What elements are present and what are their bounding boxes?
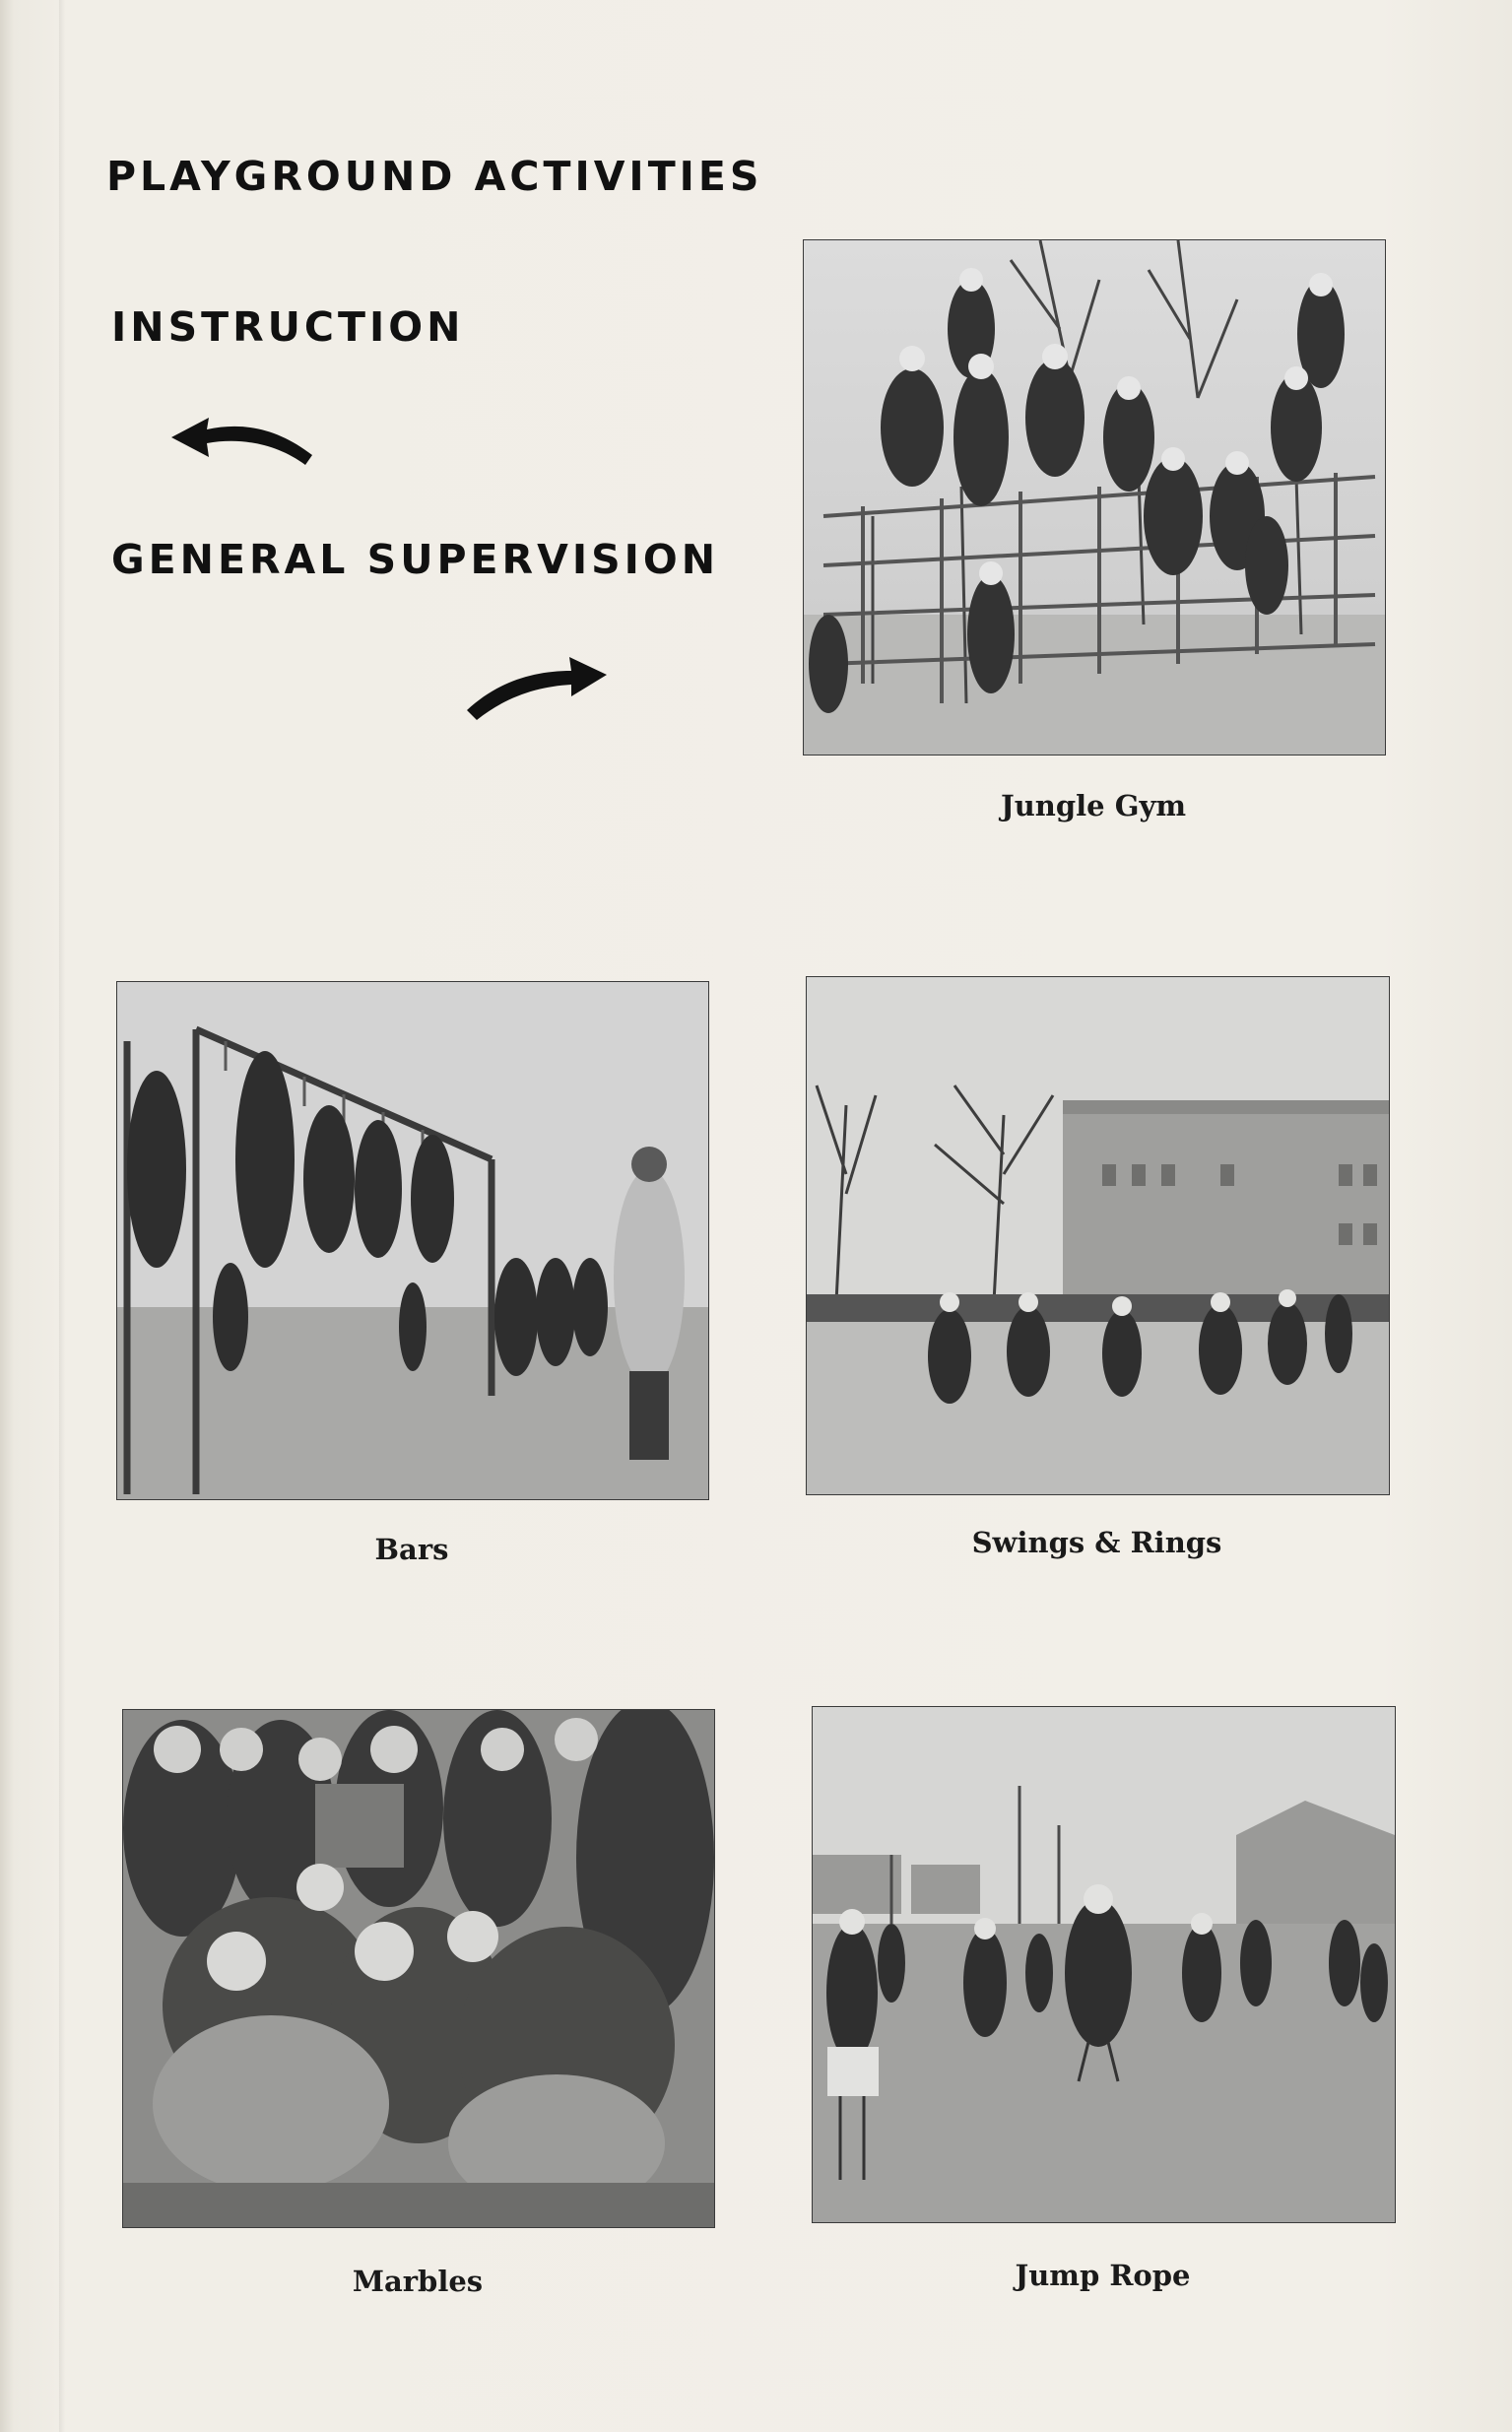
swings-and-rings-caption: Swings & Rings — [971, 1526, 1222, 1559]
page-title: PLAYGROUND ACTIVITIES — [106, 153, 763, 200]
bars-caption: Bars — [374, 1533, 449, 1566]
jungle-gym-caption: Jungle Gym — [1000, 789, 1187, 822]
instruction-heading: INSTRUCTION — [111, 303, 465, 351]
swings-and-rings-photo — [806, 976, 1390, 1495]
marbles-photo — [122, 1709, 715, 2228]
marbles-caption: Marbles — [352, 2265, 484, 2298]
bars-photo — [116, 981, 709, 1500]
jump-rope-caption: Jump Rope — [1015, 2259, 1191, 2292]
page-binding-shadow — [59, 0, 65, 2432]
curved-arrow-left-icon — [169, 394, 317, 473]
general-supervision-heading: GENERAL SUPERVISION — [111, 536, 720, 583]
jungle-gym-photo — [803, 239, 1386, 756]
curved-arrow-right-icon — [463, 635, 611, 724]
jump-rope-photo — [812, 1706, 1396, 2223]
